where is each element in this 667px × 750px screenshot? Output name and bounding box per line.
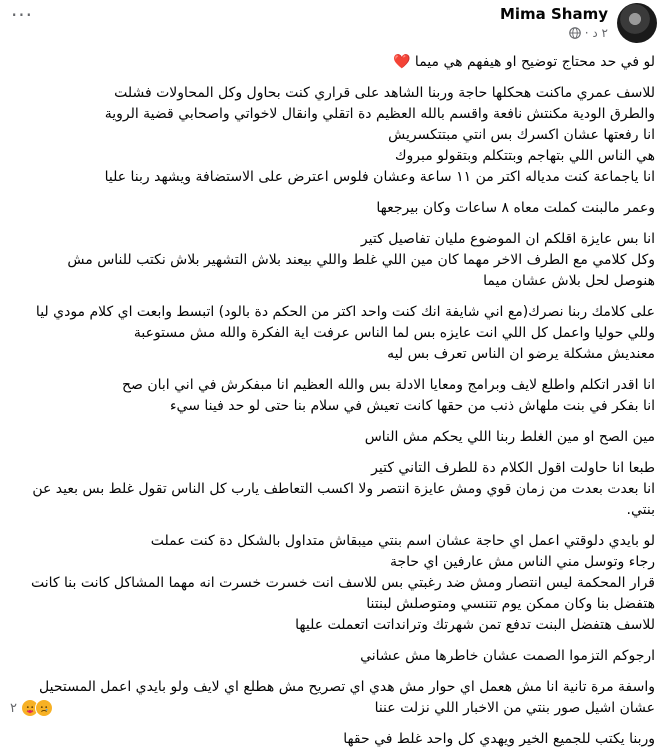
post-text: لو بايدي دلوقتي اعمل اي حاجة عشان اسم بنتي ميبقاش متداول بالشكل دة كنت عملت <box>150 533 655 549</box>
post-text: انا بفكر في بنت ملهاش ذنب من حقها كانت تعيش في سلام بنا حتى لو حد فينا سيء <box>169 398 655 414</box>
post-text-line <box>10 146 655 167</box>
post-meta <box>500 5 608 40</box>
post-text: طبعا انا حاولت اقول الكلام دة للطرف التاني كتير <box>371 460 655 476</box>
reaction-icons[interactable] <box>21 699 53 717</box>
post-text-line <box>10 458 655 479</box>
post-text-line <box>10 125 655 146</box>
post-text: هي الناس اللي بتهاجم وبتتكلم وبتقولو مبروك <box>395 148 655 164</box>
post-text-line <box>10 479 655 500</box>
post-text-line <box>10 646 655 667</box>
post-text-line <box>10 104 655 125</box>
post-text: للاسف هتفضل البنت تدفع تمن شهرتك وترانداتت اتعملت عليها <box>295 617 655 633</box>
post-text: بنتي. <box>626 502 655 518</box>
post-text: وربنا يكتب للجميع الخير ويهدي كل واحد غلط في حقها <box>343 731 655 747</box>
post-text-line <box>10 531 655 552</box>
post-text-line <box>10 323 655 344</box>
post-text: انا ياجماعة كنت مدياله اكتر من ١١ ساعة وعشان فلوس اعترض على الاستضافة ويشهد ربنا عليا <box>104 169 655 185</box>
post-text-line <box>10 729 655 750</box>
post-text-line <box>10 198 655 219</box>
post-text-line <box>10 83 655 104</box>
post-text: للاسف عمري ماكنت هحكلها حاجة وربنا الشاهد على قراري كنت بحاول وكل المحاولات فشلت <box>114 85 655 101</box>
post-text-line <box>10 396 655 417</box>
post-text-line <box>10 344 655 365</box>
post-text: على كلامك ربنا نصرك(مع اني شايفة انك كنت واحد اكتر من الحكم دة بالود) اتبسط وابعت اي كلام مودي ليا <box>35 304 655 320</box>
avatar[interactable] <box>617 3 657 43</box>
post-text: وكل كلامي مع الطرف الاخر مهما كان مين اللي غلط واللي بيعند بلاش التشهير بلاش نكتب للناس مش <box>67 252 655 268</box>
reactions-count[interactable]: ٢ <box>10 700 17 716</box>
sad-reaction-icon <box>35 699 53 717</box>
post-text: انا بعدت بعدت من زمان قوي ومش عايزة انتصر ولا اكسب التعاطف يارب كل الناس تقول غلط بس بعيد عن <box>32 481 655 497</box>
post-text: لو في حد محتاج توضيح او هيفهم هي ميما <box>410 54 655 70</box>
post-text: عشان اشيل صور بنتي من الاخبار اللي نزلت عننا <box>374 700 655 716</box>
post-text: ارجوكم التزموا الصمت عشان خاطرها مش عشاني <box>360 648 655 664</box>
post-text: وللي حوليا واعمل كل اللي انت عايزه بس لما الناس عرفت اية الفكرة والله مش مستوعبة <box>133 325 655 341</box>
heart-icon: ❤️ <box>393 54 411 70</box>
author-name[interactable]: Mima Shamy <box>499 5 608 23</box>
post-text-line <box>10 52 655 73</box>
post-text: هنوصل لحل بلاش عشان ميما <box>483 273 655 289</box>
post-text: انا اقدر اتكلم واطلع لايف وبرامج ومعايا الادلة بس والله العظيم انا مبفكرش في اني ابان صح <box>121 377 655 393</box>
post-text: انا رفعتها عشان اكسرك بس انتي مبتتكسريش <box>388 127 655 143</box>
more-options-icon[interactable]: ··· <box>10 3 34 27</box>
post-text: هتفضل بنا وكان ممكن يوم تتنسي ومتوصلش لبنتنا <box>366 596 655 612</box>
post-text-line <box>10 500 655 521</box>
post-text: والطرق الودية مكنتش نافعة واقسم بالله العظيم دة اتقلي وانقال لاخواتي واصحابي قضية الروية <box>104 106 655 122</box>
post-text-line <box>10 250 655 271</box>
post-text: معنديش مشكلة يرضو ان الناس تعرف بس ليه <box>387 346 655 362</box>
post-header <box>0 0 667 48</box>
post-text-line <box>10 271 655 292</box>
post-text-line <box>10 594 655 615</box>
post-body <box>10 52 655 750</box>
post-text-line <box>10 229 655 250</box>
post-text: مين الصح او مين الغلط ربنا اللي يحكم مش الناس <box>364 429 655 445</box>
globe-icon <box>569 27 581 39</box>
post-text: رجاء وتوسل مني الناس مش عارفين اي حاجة <box>390 554 655 570</box>
post-text: قرار المحكمة ليس انتصار ومش ضد رغبتي بس للاسف انت خسرت خسرت انه مهما المشاكل كانت بنا كانت <box>30 575 655 591</box>
post-text-line <box>10 375 655 396</box>
post-text-line <box>10 167 655 188</box>
timestamp-row <box>500 26 608 40</box>
post-text: انا بس عايزة اقلكم ان الموضوع مليان تفاصيل كتير <box>360 231 655 247</box>
post-text-line <box>10 573 655 594</box>
post-footer <box>10 697 657 719</box>
post-text: واسفة مرة تانية انا مش هعمل اي حوار مش هدي اي تصريح مش هطلع اي لايف ولو بايدي اعمل المستحيل <box>39 679 655 695</box>
post-text-line <box>10 677 655 698</box>
post-text-line <box>10 302 655 323</box>
post-text-line <box>10 552 655 573</box>
post-text-line <box>10 427 655 448</box>
post-text: وعمر مالبنت كملت معاه ٨ ساعات وكان بيرجعها <box>376 200 655 216</box>
timestamp[interactable]: ٢ د · <box>584 26 608 40</box>
post-text-line <box>10 615 655 636</box>
